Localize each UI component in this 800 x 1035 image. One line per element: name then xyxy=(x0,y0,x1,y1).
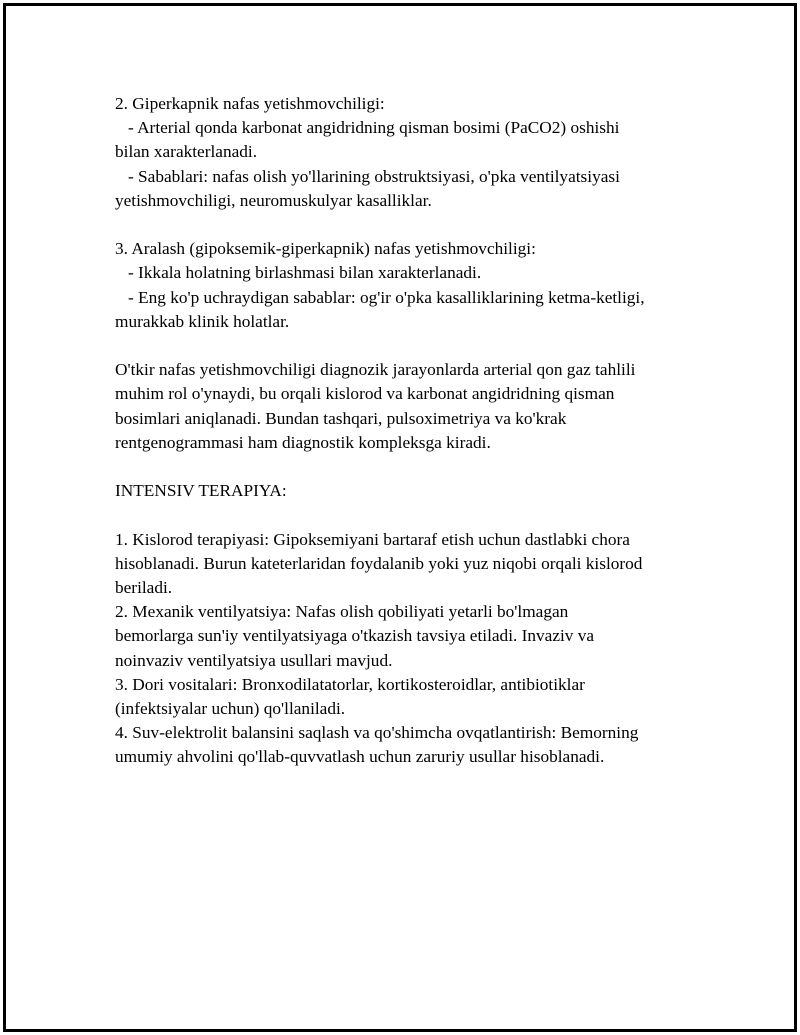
text-line: noinvaziv ventilyatsiya usullari mavjud. xyxy=(115,650,393,670)
text-line: 1. Kislorod terapiyasi: Gipoksemiyani bartaraf etish uchun dastlabki chora xyxy=(115,529,630,549)
text-line: (infektsiyalar uchun) qo'llaniladi. xyxy=(115,699,346,719)
text-line: - Eng ko'p uchraydigan sabablar: og'ir o'pka kasalliklarining ketma-ketligi, xyxy=(115,287,645,307)
text-line: 2. Mexanik ventilyatsiya: Nafas olish qobiliyati yetarli bo'lmagan xyxy=(115,602,569,622)
text-line: yetishmovchiligi, neuromuskulyar kasalliklar. xyxy=(115,190,432,210)
text-line: hisoblanadi. Burun kateterlaridan foydalanib yoki yuz niqobi orqali kislorod xyxy=(115,553,643,573)
therapy-item-oxygen xyxy=(115,528,715,601)
text-line: bosimlari aniqlanadi. Bundan tashqari, pulsoximetriya va ko'krak xyxy=(115,408,567,428)
section-title: 3. Aralash (gipoksemik-giperkapnik) nafas yetishmovchiligi: xyxy=(115,239,536,259)
section-title: 2. Giperkapnik nafas yetishmovchiligi: xyxy=(115,94,385,113)
blank-line xyxy=(115,334,715,358)
text-line: muhim rol o'ynaydi, bu orqali kislorod va karbonat angidridning qisman xyxy=(115,384,615,404)
therapy-item-fluids xyxy=(115,721,715,769)
blank-line xyxy=(115,213,715,237)
therapy-item-ventilation xyxy=(115,600,715,673)
therapy-list xyxy=(115,528,715,770)
text-line: - Arterial qonda karbonat angidridning qisman bosimi (PaCO2) oshishi xyxy=(115,118,620,138)
blank-line xyxy=(115,503,715,527)
document-body xyxy=(115,92,715,770)
text-line: 4. Suv-elektrolit balansini saqlash va qo'shimcha ovqatlantirish: Bemorning xyxy=(115,723,639,743)
text-line: - Sabablari: nafas olish yo'llarining obstruktsiyasi, o'pka ventilyatsiyasi xyxy=(115,166,620,186)
text-line: 3. Dori vositalari: Bronxodilatatorlar, kortikosteroidlar, antibiotiklar xyxy=(115,674,585,694)
section-mixed xyxy=(115,237,715,334)
text-line: bemorlarga sun'iy ventilyatsiyaga o'tkazish tavsiya etiladi. Invaziv va xyxy=(115,626,595,646)
text-line: umumiy ahvolini qo'llab-quvvatlash uchun zaruriy usullar hisoblanadi. xyxy=(115,747,605,767)
paragraph-diagnosis xyxy=(115,358,715,455)
text-line: murakkab klinik holatlar. xyxy=(115,311,290,331)
text-line: beriladi. xyxy=(115,578,173,597)
blank-line xyxy=(115,455,715,479)
therapy-item-medications xyxy=(115,673,715,721)
text-line: O'tkir nafas yetishmovchiligi diagnozik jarayonlarda arterial qon gaz tahlili xyxy=(115,360,636,380)
therapy-heading: INTENSIV TERAPIYA: xyxy=(115,481,287,501)
text-line: bilan xarakterlanadi. xyxy=(115,142,258,162)
text-line: rentgenogrammasi ham diagnostik kompleksga kiradi. xyxy=(115,432,491,452)
text-line: - Ikkala holatning birlashmasi bilan xarakterlanadi. xyxy=(115,263,482,283)
section-hypercapnic xyxy=(115,92,715,213)
